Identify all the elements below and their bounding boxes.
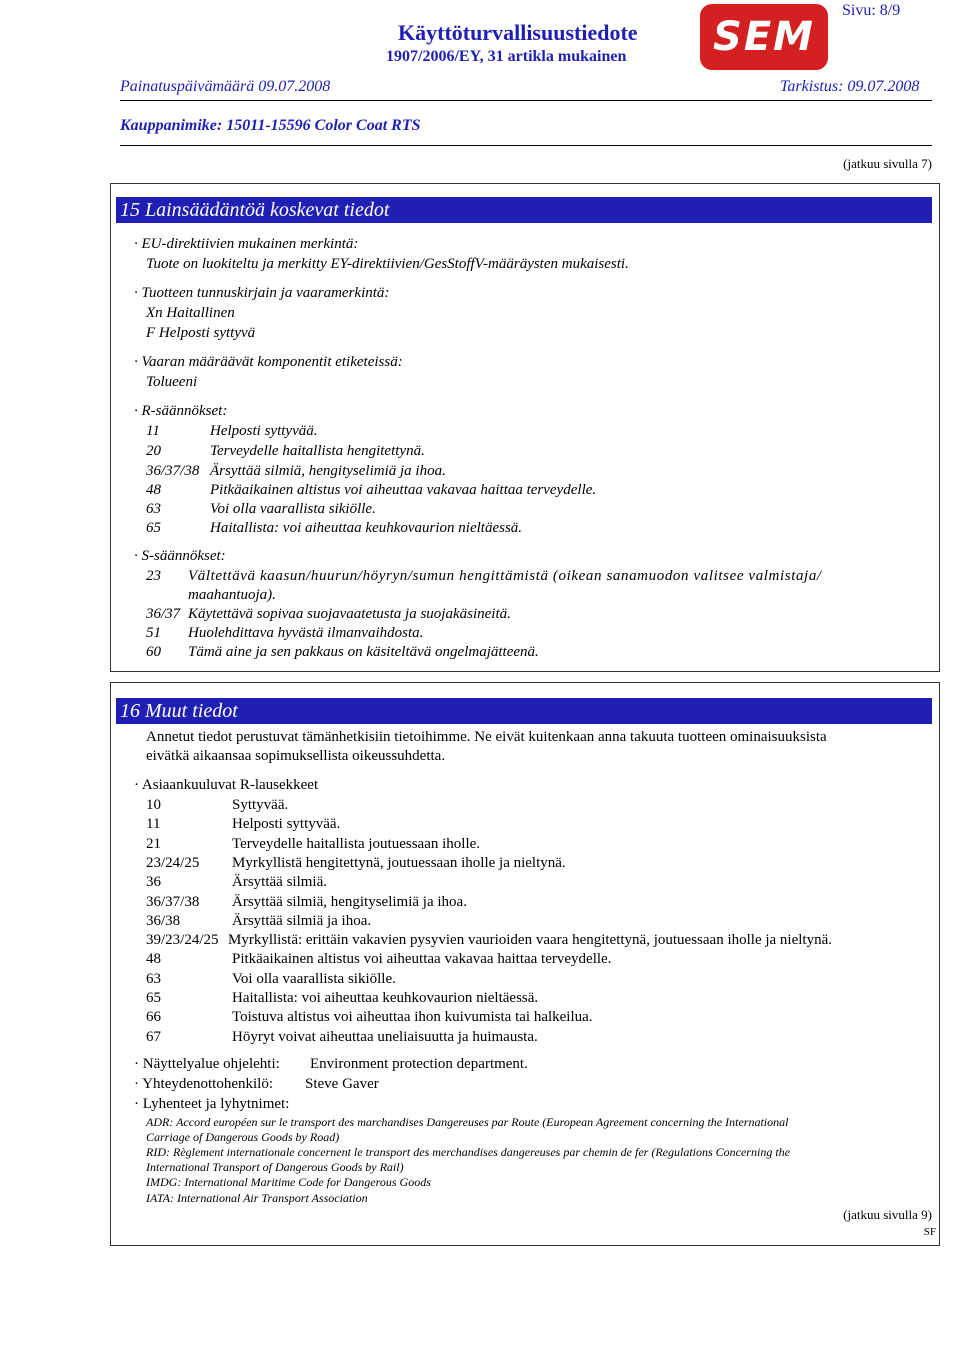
component-value: Tolueeni [146, 374, 198, 390]
dept-value: Environment protection department. [310, 1056, 528, 1072]
s-phrase-text: Käytettävä sopivaa suojavaatetusta ja suojakäsineitä. [188, 606, 511, 622]
s-phrase-text: Vältettävä kaasun/huurun/höyryn/sumun hengittämistä (oikean sanamuodon valitsee valmistaja/ [188, 568, 822, 584]
s-phrase-text-cont: maahantuoja). [188, 587, 276, 603]
s-phrase-code: 36/37 [146, 606, 181, 622]
r16-phrase-code: 36/37/38 [146, 894, 200, 910]
logo-text: SEM [713, 14, 815, 60]
r16-phrase-code: 63 [146, 971, 161, 987]
language-code: SF [923, 1226, 936, 1238]
s-phrase-code: 60 [146, 644, 161, 660]
eu-label: · EU-direktiivien mukainen merkintä: [134, 236, 359, 252]
r-phrase-code: 36/37/38 [146, 463, 200, 479]
r-label: · R-säännökset: [134, 403, 228, 419]
symbol-xn: Xn Haitallinen [146, 305, 235, 321]
continued-from: (jatkuu sivulla 7) [843, 156, 932, 171]
print-date: Painatuspäivämäärä 09.07.2008 [120, 78, 331, 95]
intro-line-2: eivätkä aikaansaa sopimuksellista oikeussuhdetta. [146, 748, 446, 764]
s-phrase-code: 23 [146, 568, 161, 584]
r16-phrase-text: Ärsyttää silmiä. [232, 874, 327, 890]
eu-text: Tuote on luokiteltu ja merkitty EY-direktiivien/GesStoffV-määräysten mukaisesti. [146, 256, 629, 272]
r-phrase-code: 11 [146, 423, 160, 439]
r-phrase-code: 65 [146, 520, 161, 536]
header-divider [120, 100, 932, 101]
abbr-line: International Transport of Dangerous Goods by Rail) [146, 1160, 404, 1174]
symbol-label: · Tuotteen tunnuskirjain ja vaaramerkintä: [134, 285, 390, 301]
contact-label: · Yhteydenottohenkilö: [134, 1076, 273, 1092]
r16-phrase-text: Haitallista: voi aiheuttaa keuhkovaurion nieltäessä. [232, 990, 539, 1006]
abbr-line: Carriage of Dangerous Goods by Road) [146, 1130, 340, 1144]
r-phrase-text: Helposti syttyvää. [210, 423, 318, 439]
r16-phrase-text: Myrkyllistä hengitettynä, joutuessaan iholle ja nieltynä. [232, 855, 566, 871]
r16-phrase-code: 23/24/25 [146, 855, 200, 871]
r-phrase-code: 63 [146, 501, 161, 517]
r16-phrase-code: 65 [146, 990, 161, 1006]
r16-phrase-text: Höyryt voivat aiheuttaa uneliaisuutta ja huimausta. [232, 1029, 538, 1045]
contact-value: Steve Gaver [305, 1076, 379, 1092]
header-divider-2 [120, 145, 932, 146]
r16-phrase-text: Ärsyttää silmiä ja ihoa. [232, 913, 372, 929]
document-subtitle: 1907/2006/EY, 31 artikla mukainen [386, 48, 627, 65]
symbol-f: F Helposti syttyvä [146, 325, 256, 341]
r16-phrase-code: 48 [146, 951, 161, 967]
document-title: Käyttöturvallisuustiedote [398, 20, 638, 45]
r16-phrase-code: 36 [146, 874, 161, 890]
revision-date: Tarkistus: 09.07.2008 [780, 78, 920, 95]
r-phrase-text: Pitkäaikainen altistus voi aiheuttaa vakavaa haittaa terveydelle. [210, 482, 597, 498]
abbr-line: ADR: Accord européen sur le transport des marchandises Dangereuses par Route (European Agreement concerning the International [146, 1115, 789, 1129]
r-phrase-code: 20 [146, 443, 161, 459]
s-label: · S-säännökset: [134, 548, 226, 564]
r-phrase-text: Ärsyttää silmiä, hengityselimiä ja ihoa. [210, 463, 446, 479]
r16-phrase-text: Helposti syttyvää. [232, 816, 341, 832]
r-phrase-text: Haitallista: voi aiheuttaa keuhkovaurion nieltäessä. [210, 520, 523, 536]
r16-label: · Asiaankuuluvat R-lausekkeet [134, 777, 319, 793]
dept-label: · Näyttelyalue ohjelehti: [134, 1056, 280, 1072]
r16-phrase-code: 66 [146, 1009, 161, 1025]
r-phrase-code: 48 [146, 482, 161, 498]
abbr-line: IATA: International Air Transport Association [146, 1191, 368, 1205]
r16-phrase-code: 39/23/24/25 [146, 932, 219, 948]
continued-to: (jatkuu sivulla 9) [843, 1207, 932, 1222]
r16-phrase-code: 21 [146, 836, 161, 852]
r16-phrase-text: Terveydelle haitallista joutuessaan iholle. [232, 836, 481, 852]
page-number: Sivu: 8/9 [842, 2, 901, 19]
r16-phrase-text: Ärsyttää silmiä, hengityselimiä ja ihoa. [232, 894, 467, 910]
r16-phrase-text: Voi olla vaarallista sikiölle. [232, 971, 396, 987]
s-phrase-text: Huolehdittava hyvästä ilmanvaihdosta. [188, 625, 424, 641]
abbr-line: RID: Règlement internationale concernent le transport des merchandises dangereuses par chemin de fer (Regulations Concerning the [146, 1145, 790, 1159]
abbr-label: · Lyhenteet ja lyhytnimet: [134, 1096, 290, 1112]
r-phrase-text: Voi olla vaarallista sikiölle. [210, 501, 376, 517]
r16-phrase-text: Syttyvää. [232, 797, 289, 813]
abbr-line: IMDG: International Maritime Code for Dangerous Goods [146, 1175, 431, 1189]
s-phrase-code: 51 [146, 625, 161, 641]
r16-phrase-code: 11 [146, 816, 161, 832]
r16-phrase-text: Pitkäaikainen altistus voi aiheuttaa vakavaa haittaa terveydelle. [232, 951, 612, 967]
section-16-heading: 16 Muut tiedot [116, 698, 932, 724]
r16-phrase-text: Toistuva altistus voi aiheuttaa ihon kuivumista tai halkeilua. [232, 1009, 593, 1025]
s-phrase-text: Tämä aine ja sen pakkaus on käsiteltävä ongelmajätteenä. [188, 644, 539, 660]
r-phrase-text: Terveydelle haitallista hengitettynä. [210, 443, 425, 459]
r16-phrase-code: 67 [146, 1029, 161, 1045]
intro-line-1: Annetut tiedot perustuvat tämänhetkisiin tietoihimme. Ne eivät kuitenkaan anna takuuta tuotteen ominaisuuksista [146, 729, 827, 745]
r16-phrase-text: Myrkyllistä: erittäin vakavien pysyvien vaurioiden vaara hengitettynä, joutuessaan iholle ja nieltynä. [228, 932, 832, 948]
sem-logo [700, 4, 828, 70]
r16-phrase-code: 10 [146, 797, 161, 813]
r16-phrase-code: 36/38 [146, 913, 181, 929]
trade-name: Kauppanimike: 15011-15596 Color Coat RTS [120, 117, 421, 134]
section-15-heading: 15 Lainsäädäntöä koskevat tiedot [116, 197, 932, 223]
component-label: · Vaaran määräävät komponentit etiketeissä: [134, 354, 403, 370]
